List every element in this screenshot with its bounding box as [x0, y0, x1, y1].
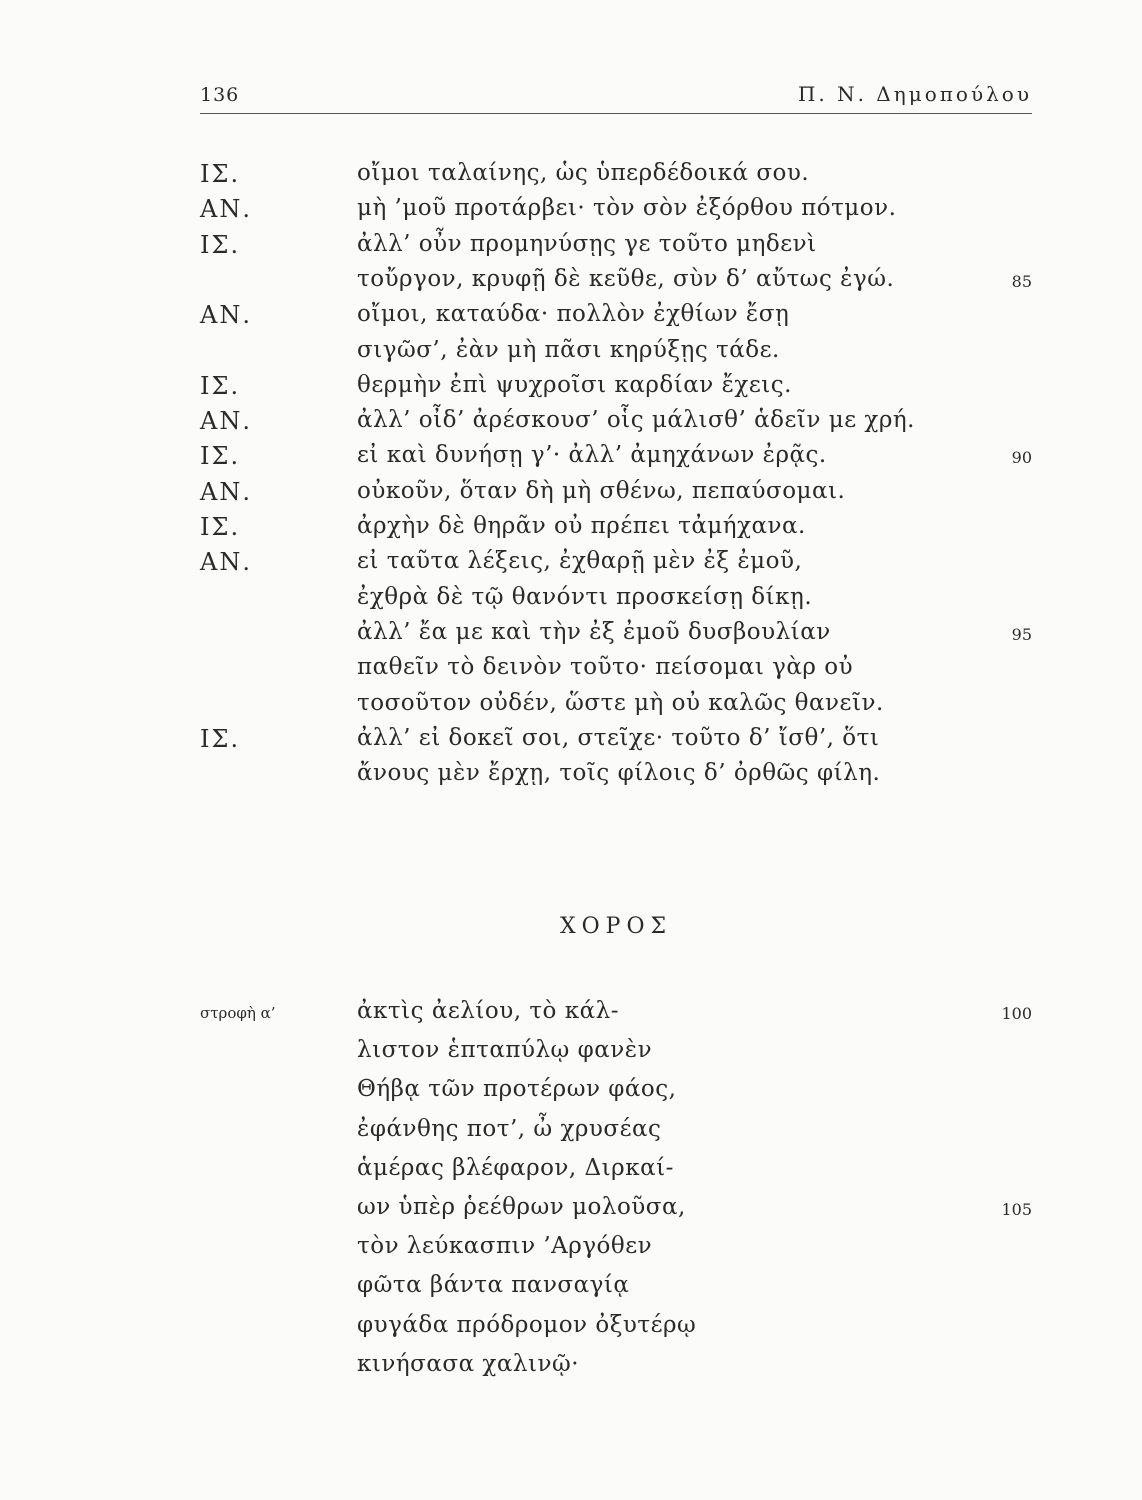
- verse-text: ἀλλ’ οἶδ’ ἀρέσκουσ’ οἷς μάλισθ’ ἁδεῖν με χρή.: [357, 407, 915, 434]
- verse-text: ἐχθρὰ δὲ τῷ θανόντι προσκείσῃ δίκῃ.: [357, 583, 813, 610]
- strophe-line: [0, 1312, 1142, 1348]
- verse-text: μὴ ’μοῦ προτάρβει· τὸν σὸν ἐξόρθου πότμον.: [357, 195, 897, 222]
- verse-text: κινήσασα χαλινῷ·: [357, 1350, 580, 1377]
- verse-text: φυγάδα πρόδρομον ὀξυτέρῳ: [357, 1311, 697, 1338]
- speaker-label: ΑΝ.: [200, 477, 252, 506]
- speaker-label: ΙΣ.: [200, 230, 241, 259]
- verse-line: [0, 619, 1142, 655]
- verse-text: ων ὑπὲρ ῥεέθρων μολοῦσα,: [357, 1194, 686, 1220]
- speaker-label: ΑΝ.: [200, 195, 252, 224]
- verse-text: ἀρχὴν δὲ θηρᾶν οὐ πρέπει τἀμήχανα.: [357, 513, 806, 539]
- verse-text: ἀλλ’ εἰ δοκεῖ σοι, στεῖχε· τοῦτο δ’ ἴσθ’, ὅτι: [357, 724, 880, 751]
- verse-line: [0, 442, 1142, 478]
- line-number: 105: [1001, 1200, 1032, 1219]
- strophe-label: στροφὴ α’: [200, 1004, 276, 1022]
- verse-text: ἁμέρας βλέφαρον, Διρκαί-: [357, 1154, 674, 1181]
- verse-text: Θήβᾳ τῶν προτέρων φάος,: [357, 1076, 677, 1103]
- strophe-line: [0, 1155, 1142, 1191]
- verse-line: [0, 760, 1142, 796]
- speaker-label: ΙΣ.: [200, 513, 241, 541]
- strophe-line: [0, 998, 1142, 1034]
- line-number: 95: [1011, 624, 1032, 644]
- speaker-label: ΙΣ.: [200, 371, 241, 400]
- line-number: 90: [1011, 448, 1032, 468]
- verse-line: [0, 478, 1142, 514]
- verse-line: [0, 584, 1142, 620]
- page-number: 136: [200, 84, 240, 106]
- verse-line: [0, 654, 1142, 690]
- header-rule: [200, 113, 1032, 114]
- verse-line: [0, 372, 1142, 408]
- verse-line: [0, 725, 1142, 761]
- verse-text: ἐφάνθης ποτ’, ὦ χρυσέας: [357, 1115, 662, 1142]
- strophe-line: [0, 1116, 1142, 1152]
- strophe-line: [0, 1272, 1142, 1308]
- verse-text: οὐκοῦν, ὅταν δὴ μὴ σθένω, πεπαύσομαι.: [357, 477, 846, 504]
- verse-text: φῶτα βάντα πανσαγίᾳ: [357, 1272, 630, 1299]
- speaker-label: ΙΣ.: [200, 442, 241, 471]
- verse-line: [0, 407, 1142, 443]
- speaker-label: ΑΝ.: [200, 407, 252, 436]
- verse-text: ἀλλ’ ἔα με καὶ τὴν ἐξ ἐμοῦ δυσβουλίαν: [357, 618, 831, 645]
- running-title: Π. Ν. Δημοπούλου: [797, 82, 1032, 106]
- verse-line: [0, 690, 1142, 726]
- verse-text: παθεῖν τὸ δεινὸν τοῦτο· πείσομαι γὰρ οὐ: [357, 654, 854, 681]
- chorus-heading: ΧΟΡΟΣ: [559, 914, 673, 939]
- verse-text: εἰ ταῦτα λέξεις, ἐχθαρῇ μὲν ἐξ ἐμοῦ,: [357, 548, 803, 575]
- line-number: 85: [1011, 271, 1032, 291]
- line-number: 100: [1001, 1004, 1032, 1023]
- verse-text: ἀλλ’ οὖν προμηνύσῃς γε τοῦτο μηδενὶ: [357, 230, 817, 257]
- strophe-line: [0, 1037, 1142, 1073]
- verse-line: [0, 195, 1142, 231]
- verse-text: τὸν λεύκασπιν ’Αργόθεν: [357, 1233, 653, 1260]
- verse-line: [0, 231, 1142, 267]
- strophe-line: [0, 1233, 1142, 1269]
- speaker-label: ΑΝ.: [200, 301, 252, 330]
- verse-text: λιστον ἑπταπύλῳ φανὲν: [357, 1037, 653, 1064]
- speaker-label: ΙΣ.: [200, 160, 241, 188]
- strophe-line: [0, 1194, 1142, 1230]
- verse-line: [0, 337, 1142, 373]
- verse-text: εἰ καὶ δυνήσῃ γ’· ἀλλ’ ἀμηχάνων ἐρᾷς.: [357, 442, 827, 469]
- verse-text: οἴμοι ταλαίνης, ὡς ὑπερδέδοικά σου.: [357, 160, 810, 186]
- verse-text: σιγῶσ’, ἐὰν μὴ πᾶσι κηρύξῃς τάδε.: [357, 336, 780, 363]
- verse-text: ἄνους μὲν ἔρχῃ, τοῖς φίλοις δ’ ὀρθῶς φίλη.: [357, 760, 881, 787]
- verse-line: [0, 513, 1142, 549]
- verse-line: [0, 266, 1142, 302]
- verse-text: θερμὴν ἐπὶ ψυχροῖσι καρδίαν ἔχεις.: [357, 371, 792, 398]
- speaker-label: ΙΣ.: [200, 724, 241, 753]
- speaker-label: ΑΝ.: [200, 548, 252, 577]
- verse-text: τοσοῦτον οὐδέν, ὥστε μὴ οὐ καλῶς θανεῖν.: [357, 689, 884, 716]
- strophe-line: [0, 1351, 1142, 1387]
- verse-line: [0, 301, 1142, 337]
- verse-text: ἀκτὶς ἀελίου, τὸ κάλ-: [357, 998, 619, 1024]
- verse-text: οἴμοι, καταύδα· πολλὸν ἐχθίων ἔσῃ: [357, 301, 790, 328]
- verse-line: [0, 548, 1142, 584]
- verse-text: τοὔργον, κρυφῇ δὲ κεῦθε, σὺν δ’ αὔτως ἐγώ.: [357, 265, 895, 292]
- verse-line: [0, 160, 1142, 196]
- strophe-line: [0, 1076, 1142, 1112]
